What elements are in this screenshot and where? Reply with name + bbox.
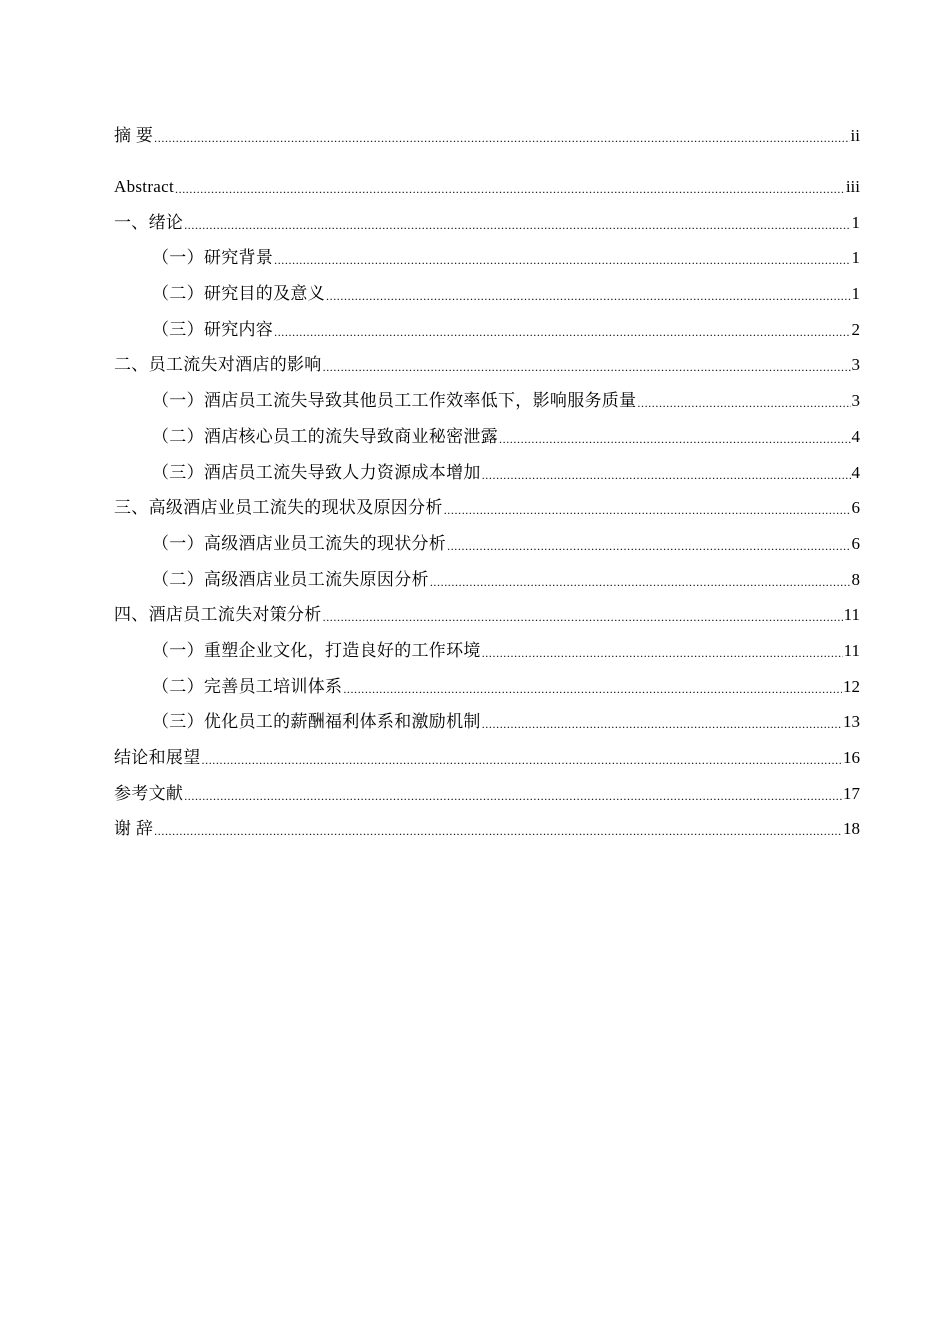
toc-dot-leader <box>274 253 850 268</box>
toc-dot-leader <box>175 182 845 197</box>
toc-entry-abstract-cn[interactable] <box>114 122 860 146</box>
toc-entry-page: 1 <box>851 284 860 304</box>
toc-dot-leader <box>326 289 851 304</box>
toc-entry-section-4-2[interactable] <box>114 661 860 697</box>
toc-entry-chapter-4[interactable] <box>114 590 860 626</box>
toc-dot-leader <box>154 824 842 839</box>
toc-entry-page: 1 <box>851 248 860 268</box>
toc-entry-page: 6 <box>851 498 860 518</box>
toc-entry-page: 17 <box>843 783 860 803</box>
toc-entry-page: iii <box>845 177 860 196</box>
toc-entry-page: 12 <box>843 676 860 696</box>
toc-entry-page: 6 <box>851 533 860 553</box>
toc-entry-title: （二）完善员工培训体系 <box>152 676 343 696</box>
toc-entry-title: （一）高级酒店业员工流失的现状分析 <box>152 533 447 553</box>
toc-entry-title: 三、高级酒店业员工流失的现状及原因分析 <box>114 498 443 518</box>
toc-entry-page: 18 <box>843 819 860 839</box>
toc-dot-leader <box>343 682 842 697</box>
toc-entry-page: 4 <box>851 426 860 446</box>
toc-entry-title: （二）研究目的及意义 <box>152 284 325 304</box>
toc-entry-page: 1 <box>851 212 860 232</box>
toc-dot-leader <box>447 539 850 554</box>
toc-entry-section-3-1[interactable] <box>114 518 860 554</box>
toc-dot-leader <box>154 131 849 146</box>
toc-entry-title: （三）研究内容 <box>152 319 274 339</box>
toc-dot-leader <box>482 717 842 732</box>
toc-entry-acknowledgements[interactable] <box>114 804 860 840</box>
toc-entry-title: （一）研究背景 <box>152 248 274 268</box>
toc-entry-page: 11 <box>843 640 860 660</box>
toc-entry-title: 参考文献 <box>114 783 184 803</box>
toc-entry-title: （二）酒店核心员工的流失导致商业秘密泄露 <box>152 426 498 446</box>
toc-entry-section-1-2[interactable] <box>114 268 860 304</box>
toc-entry-page: 4 <box>851 462 860 482</box>
toc-dot-leader <box>637 396 850 411</box>
toc-dot-leader <box>499 432 851 447</box>
toc-entry-section-2-2[interactable] <box>114 411 860 447</box>
toc-dot-leader <box>430 575 851 590</box>
toc-entry-abstract-en[interactable] <box>114 146 860 197</box>
toc-entry-section-3-2[interactable] <box>114 554 860 590</box>
toc-entry-section-1-1[interactable] <box>114 233 860 269</box>
toc-entry-references[interactable] <box>114 768 860 804</box>
toc-dot-leader <box>323 360 851 375</box>
toc-entry-chapter-3[interactable] <box>114 483 860 519</box>
toc-dot-leader <box>444 503 851 518</box>
toc-entry-title: （三）优化员工的薪酬福利体系和激励机制 <box>152 712 481 732</box>
toc-entry-title: （一）重塑企业文化，打造良好的工作环境 <box>152 640 481 660</box>
toc-entry-page: 13 <box>843 712 860 732</box>
toc-entry-title: 结论和展望 <box>114 748 201 767</box>
toc-entry-title: （二）高级酒店业员工流失原因分析 <box>152 569 429 589</box>
toc-entry-title: （三）酒店员工流失导致人力资源成本增加 <box>152 462 481 482</box>
toc-entry-page: 2 <box>851 319 860 339</box>
toc-entry-section-2-3[interactable] <box>114 447 860 483</box>
toc-entry-section-4-1[interactable] <box>114 625 860 661</box>
toc-dot-leader <box>482 646 843 661</box>
toc-entry-page: 16 <box>843 748 860 767</box>
toc-entry-section-2-1[interactable] <box>114 375 860 411</box>
toc-entry-title: Abstract <box>114 177 174 196</box>
toc-entry-section-1-3[interactable] <box>114 304 860 340</box>
toc-dot-leader <box>274 325 850 340</box>
toc-entry-chapter-1[interactable] <box>114 197 860 233</box>
toc-entry-title: 摘 要 <box>114 126 154 145</box>
toc-entry-title: 二、员工流失对酒店的影响 <box>114 355 322 375</box>
toc-entry-page: 8 <box>851 569 860 589</box>
toc-dot-leader <box>482 468 851 483</box>
toc-entry-page: 11 <box>843 605 860 625</box>
toc-entry-title: 四、酒店员工流失对策分析 <box>114 605 322 625</box>
toc-dot-leader <box>184 789 842 804</box>
toc-entry-title: （一）酒店员工流失导致其他员工工作效率低下，影响服务质量 <box>152 391 637 411</box>
toc-dot-leader <box>323 610 843 625</box>
toc-entry-title: 谢 辞 <box>114 819 154 839</box>
toc-entry-conclusion[interactable] <box>114 732 860 768</box>
toc-entry-page: 3 <box>851 355 860 375</box>
toc-dot-leader <box>202 753 843 768</box>
toc-entry-title: 一、绪论 <box>114 212 184 232</box>
toc-dot-leader <box>184 218 850 233</box>
toc-entry-page: 3 <box>851 391 860 411</box>
table-of-contents <box>114 122 860 839</box>
toc-entry-page: ii <box>850 126 860 145</box>
toc-entry-chapter-2[interactable] <box>114 340 860 376</box>
toc-entry-section-4-3[interactable] <box>114 697 860 733</box>
